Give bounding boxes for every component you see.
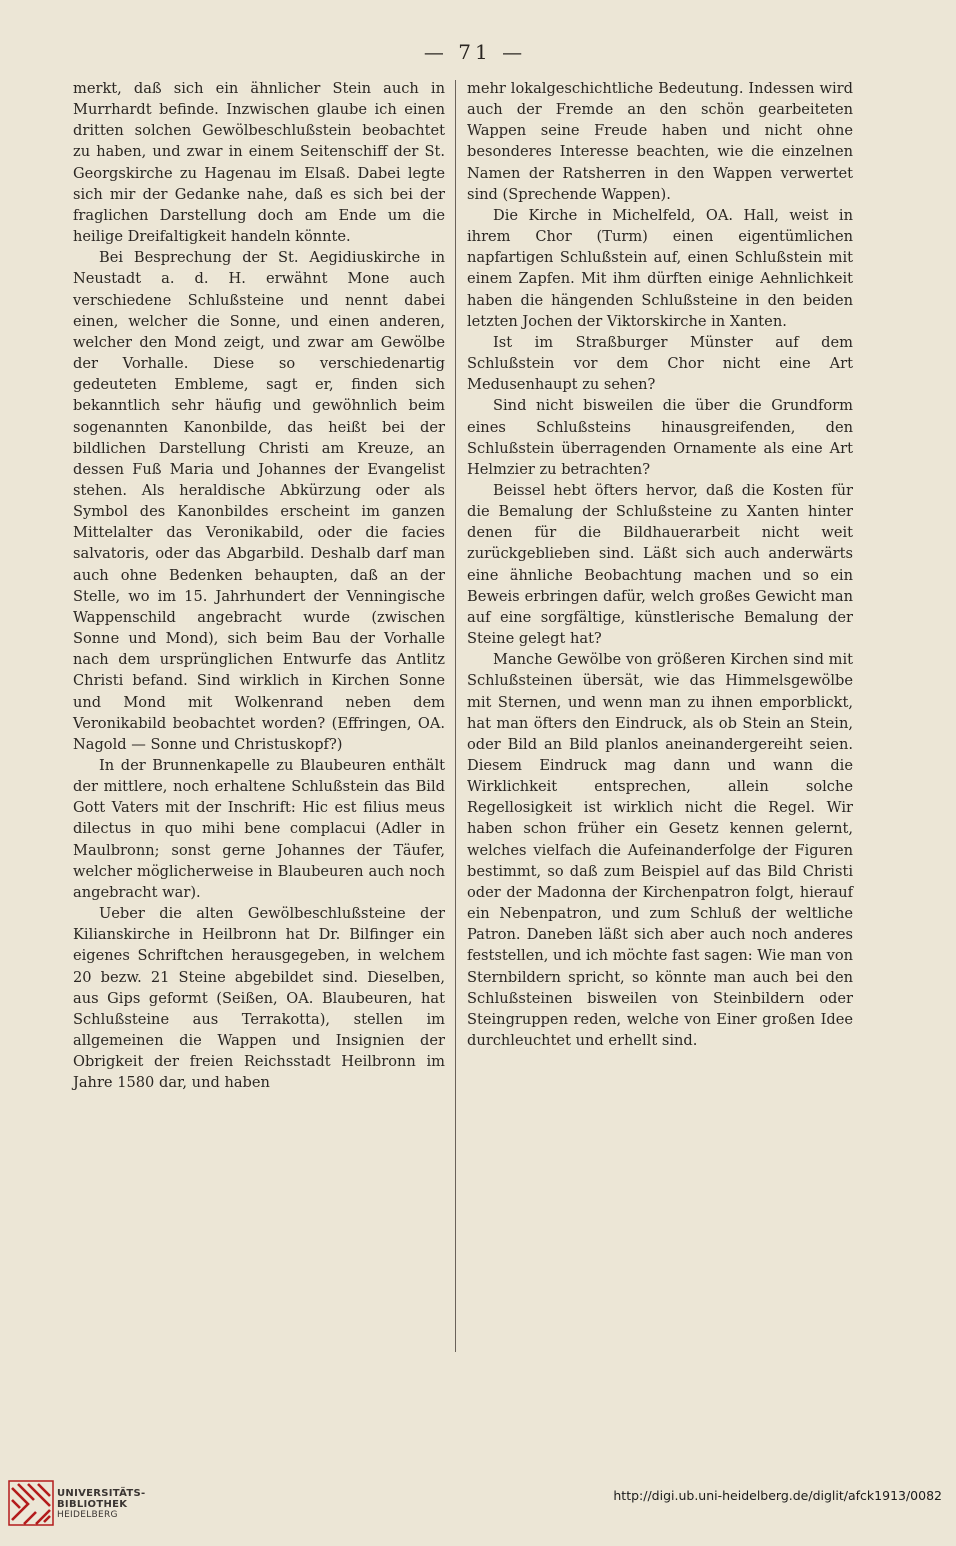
paragraph: Sind nicht bisweilen die über die Grundform eines Schlußsteins hinausgreifenden, den Schlußstein überragenden Ornamente als eine Art Helmzier zu betrachten? <box>467 397 853 478</box>
paragraph: Manche Gewölbe von größeren Kirchen sind mit Schlußsteinen übersät, wie das Himmelsgewölbe mit Sternen, und wenn man zu ihnen emporblickt, hat man öfters den Eindruck, als ob Stein an Stein, oder Bild an Bild planlos aneinandergereiht seien. Diesem Eindruck mag dann und wann die Wirklichkeit entsprechen, allein solche Regellosigkeit ist wirklich nicht die Regel. Wir haben schon früher ein Gesetz kennen gelernt, welches vielfach die Aufeinanderfolge der Figuren bestimmt, so daß zum Beispiel auf das Bild Christi oder der Madonna der Kirchenpatron folgt, hierauf ein Nebenpatron, und zum Schluß der weltliche Patron. Daneben läßt sich aber auch noch anderes feststellen, und ich möchte fast sagen: Wie man von Sternbildern spricht, so könnte man auch bei den Schlußsteinen bisweilen von Steinbildern oder Steingruppen reden, welche von Einer großen Idee durchleuchtet und erhellt sind. <box>467 651 853 1050</box>
library-name-line: BIBLIOTHEK <box>57 1499 128 1510</box>
paragraph: Bei Besprechung der St. Aegidiuskirche in Neustadt a. d. H. erwähnt Mone auch verschiedene Schlußsteine und nennt dabei einen, welcher die Sonne, und einen anderen, welcher den Mond zeigt, und zwar am Gewölbe der Vorhalle. Diese so verschiedenartig gedeuteten Embleme, sagt er, finden sich bekanntlich sehr häufig und gewöhnlich beim sogenannten Kanonbilde, das heißt bei der bildlichen Darstellung Christi am Kreuze, an dessen Fuß Maria und Johannes der Evangelist stehen. Als heraldische Abkürzung oder als Symbol des Kanonbildes erscheint im ganzen Mittelalter das Veronikabild, oder die facies salvatoris, oder das Abgarbild. Deshalb darf man auch ohne Bedenken behaupten, daß an der Stelle, wo im 15. Jahrhundert der Venningische Wappenschild angebracht wurde (zwischen Sonne und Mond), sich beim Bau der Vorhalle nach dem ursprünglichen Entwurfe das Antlitz Christi befand. Sind wirklich in Kirchen Sonne und Mond mit Wolkenrand neben dem Veronikabild beobachtet worden? (Effringen, OA. Nagold — Sonne und Christuskopf?) <box>73 249 445 753</box>
library-name-line: HEIDELBERG <box>57 1510 118 1520</box>
university-seal-icon <box>8 1480 54 1526</box>
right-column <box>467 78 853 1378</box>
left-column <box>73 78 445 1378</box>
column-divider <box>455 80 456 1352</box>
page-number: — 71 — <box>423 40 527 64</box>
paragraph: In der Brunnenkapelle zu Blaubeuren enthält der mittlere, noch erhaltene Schlußstein das Bild Gott Vaters mit der Inschrift: Hic est filius meus dilectus in quo mihi bene complacui (Adler in Maulbronn; sonst gerne Johannes der Täufer, welcher möglicherweise in Blaubeuren auch noch angebracht war). <box>73 757 445 901</box>
source-url-link[interactable]: http://digi.ub.uni-heidelberg.de/diglit/afck1913/0082 <box>613 1488 942 1503</box>
library-name-line: UNIVERSITÄTS- <box>57 1488 146 1499</box>
paragraph: Die Kirche in Michelfeld, OA. Hall, weist in ihrem Chor (Turm) einen eigentümlichen napfartigen Schlußstein auf, einen Schlußstein mit einem Zapfen. Mit ihm dürften einige Aehnlichkeit haben die hängenden Schlußsteine in den beiden letzten Jochen der Viktorskirche in Xanten. <box>467 206 853 330</box>
paragraph: Beissel hebt öfters hervor, daß die Kosten für die Bemalung der Schlußsteine zu Xanten hinter denen für die Bildhauerarbeit nicht weit zurückgeblieben sind. Läßt sich auch anderwärts eine ähnliche Beobachtung machen und so ein Beweis erbringen dafür, welch großes Gewicht man auf eine sorgfältige, künstlerische Bemalung der Steine gelegt hat? <box>467 481 853 648</box>
paragraph: Ueber die alten Gewölbeschlußsteine der Kilianskirche in Heilbronn hat Dr. Bilfinger ein eigenes Schriftchen herausgegeben, in welchem 20 bezw. 21 Steine abgebildet sind. Dieselben, aus Gips geformt (Seißen, OA. Blaubeuren, hat Schlußsteine aus Terrakotta), stellen im allgemeinen die Wappen und Insignien der Obrigkeit der freien Reichsstadt Heilbronn im Jahre 1580 dar, und haben <box>73 905 445 1092</box>
paragraph: Ist im Straßburger Münster auf dem Schlußstein vor dem Chor nicht eine Art Medusenhaupt zu sehen? <box>467 333 853 394</box>
footer <box>0 1470 956 1546</box>
paragraph: mehr lokalgeschichtliche Bedeutung. Indessen wird auch der Fremde an den schön gearbeiteten Wappen seine Freude haben und nicht ohne besonderes Interesse beachten, wie die einzelnen Namen der Ratsherren in den Wappen verwertet sind (Sprechende Wappen). <box>467 80 853 203</box>
paragraph: merkt, daß sich ein ähnlicher Stein auch in Murrhardt befinde. Inzwischen glaube ich einen dritten solchen Gewölbeschlußstein beobachtet zu haben, und zwar in einem Seitenschiff der St. Georgskirche zu Hagenau im Elsaß. Dabei legte sich mir der Gedanke nahe, daß es sich bei der fraglichen Darstellung doch am Ende um die heilige Dreifaltigkeit handeln könnte. <box>73 80 445 246</box>
library-name <box>57 1488 146 1521</box>
